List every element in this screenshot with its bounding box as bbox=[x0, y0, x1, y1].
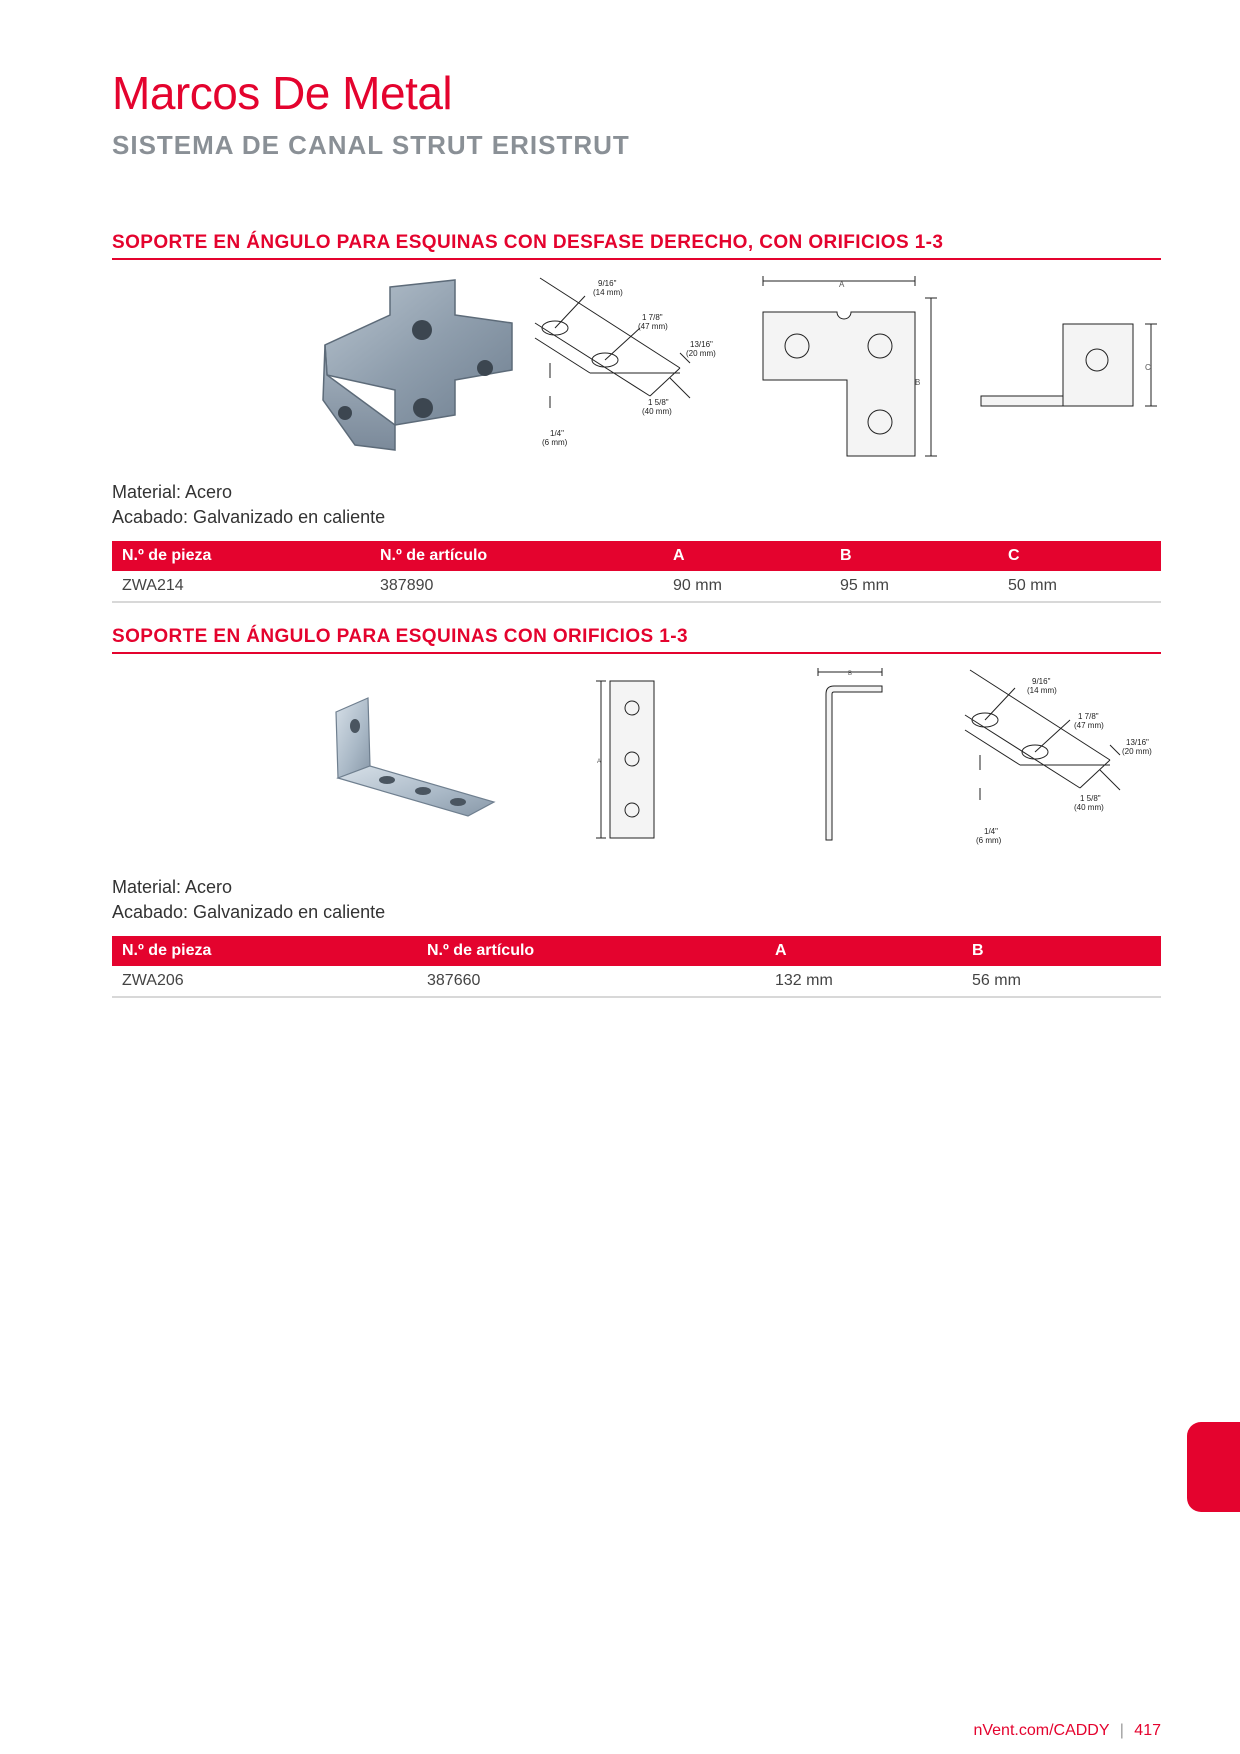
product-2-side-view bbox=[812, 666, 892, 846]
callout-d1: 9/16" bbox=[598, 279, 617, 288]
dim-label-b2: B bbox=[848, 671, 853, 677]
cell-part-number: ZWA214 bbox=[112, 571, 370, 602]
cell-part-number: ZWA206 bbox=[112, 966, 417, 997]
table-header-row bbox=[112, 936, 1161, 966]
product-2-photo bbox=[330, 690, 500, 820]
page-footer bbox=[973, 1722, 1161, 1740]
product-2-material: Material: Acero bbox=[112, 877, 233, 897]
callout-d4mm: (40 mm) bbox=[642, 407, 672, 416]
product-1-side-view bbox=[975, 318, 1160, 418]
callout-d5mmb: (6 mm) bbox=[976, 836, 1002, 845]
page-subtitle: SISTEMA DE CANAL STRUT ERISTRUT bbox=[112, 130, 630, 160]
product-1-dimension-diagram bbox=[530, 268, 730, 458]
callout-d2mmb: (47 mm) bbox=[1074, 721, 1104, 730]
product-2-title: SOPORTE EN ÁNGULO PARA ESQUINAS CON ORIFICIOS 1-3 bbox=[112, 626, 1161, 654]
callout-d2b: 1 7/8" bbox=[1078, 712, 1099, 721]
table-header-row bbox=[112, 541, 1161, 571]
cell-c: 50 mm bbox=[998, 571, 1161, 602]
callout-d3mm: (20 mm) bbox=[686, 349, 716, 358]
col-header-c: C bbox=[998, 541, 1161, 571]
product-2-front-view bbox=[590, 676, 670, 844]
callout-d2: 1 7/8" bbox=[642, 313, 663, 322]
cell-b: 95 mm bbox=[830, 571, 998, 602]
col-header-part-number: N.º de pieza bbox=[112, 541, 370, 571]
dim-label-c: C bbox=[1145, 363, 1151, 372]
product-2-specs bbox=[112, 875, 385, 925]
product-1-material: Material: Acero bbox=[112, 482, 233, 502]
product-1-front-view bbox=[755, 270, 955, 465]
callout-d3: 13/16" bbox=[690, 340, 713, 349]
product-1-table bbox=[112, 541, 1161, 603]
product-1-photo bbox=[315, 275, 525, 465]
callout-d5b: 1/4" bbox=[984, 827, 998, 836]
callout-d3b: 13/16" bbox=[1126, 738, 1149, 747]
page-number: 417 bbox=[1134, 1722, 1161, 1739]
callout-d4: 1 5/8" bbox=[648, 398, 669, 407]
callout-d2mm: (47 mm) bbox=[638, 322, 668, 331]
dim-label-a2: A bbox=[597, 759, 602, 765]
callout-d1mm: (14 mm) bbox=[593, 288, 623, 297]
product-1-title: SOPORTE EN ÁNGULO PARA ESQUINAS CON DESFASE DERECHO, CON ORIFICIOS 1-3 bbox=[112, 232, 1161, 260]
dim-label-b: B bbox=[915, 378, 921, 387]
product-2-finish: Acabado: Galvanizado en caliente bbox=[112, 902, 386, 922]
cell-b: 56 mm bbox=[962, 966, 1161, 997]
callout-d4mmb: (40 mm) bbox=[1074, 803, 1104, 812]
col-header-article-number: N.º de artículo bbox=[370, 541, 663, 571]
col-header-b: B bbox=[962, 936, 1161, 966]
product-1-finish: Acabado: Galvanizado en caliente bbox=[112, 507, 386, 527]
cell-a: 132 mm bbox=[765, 966, 962, 997]
callout-d5mm: (6 mm) bbox=[542, 438, 568, 447]
product-2-dimension-diagram bbox=[960, 664, 1160, 854]
callout-d3mmb: (20 mm) bbox=[1122, 747, 1152, 756]
footer-separator: | bbox=[1119, 1722, 1124, 1739]
col-header-article-number: N.º de artículo bbox=[417, 936, 765, 966]
col-header-b: B bbox=[830, 541, 998, 571]
product-1-specs bbox=[112, 480, 385, 530]
product-2-table bbox=[112, 936, 1161, 998]
callout-d1mmb: (14 mm) bbox=[1027, 686, 1057, 695]
col-header-a: A bbox=[765, 936, 962, 966]
table-row bbox=[112, 571, 1161, 602]
col-header-part-number: N.º de pieza bbox=[112, 936, 417, 966]
cell-article-number: 387660 bbox=[417, 966, 765, 997]
cell-a: 90 mm bbox=[663, 571, 830, 602]
callout-d1b: 9/16" bbox=[1032, 677, 1051, 686]
col-header-a: A bbox=[663, 541, 830, 571]
callout-d5: 1/4" bbox=[550, 429, 564, 438]
table-row bbox=[112, 966, 1161, 997]
footer-site-link[interactable]: nVent.com/CADDY bbox=[973, 1722, 1110, 1739]
section-tab-marker bbox=[1187, 1422, 1240, 1512]
cell-article-number: 387890 bbox=[370, 571, 663, 602]
page-title: Marcos De Metal bbox=[112, 67, 453, 119]
callout-d4b: 1 5/8" bbox=[1080, 794, 1101, 803]
dim-label-a: A bbox=[839, 280, 845, 289]
